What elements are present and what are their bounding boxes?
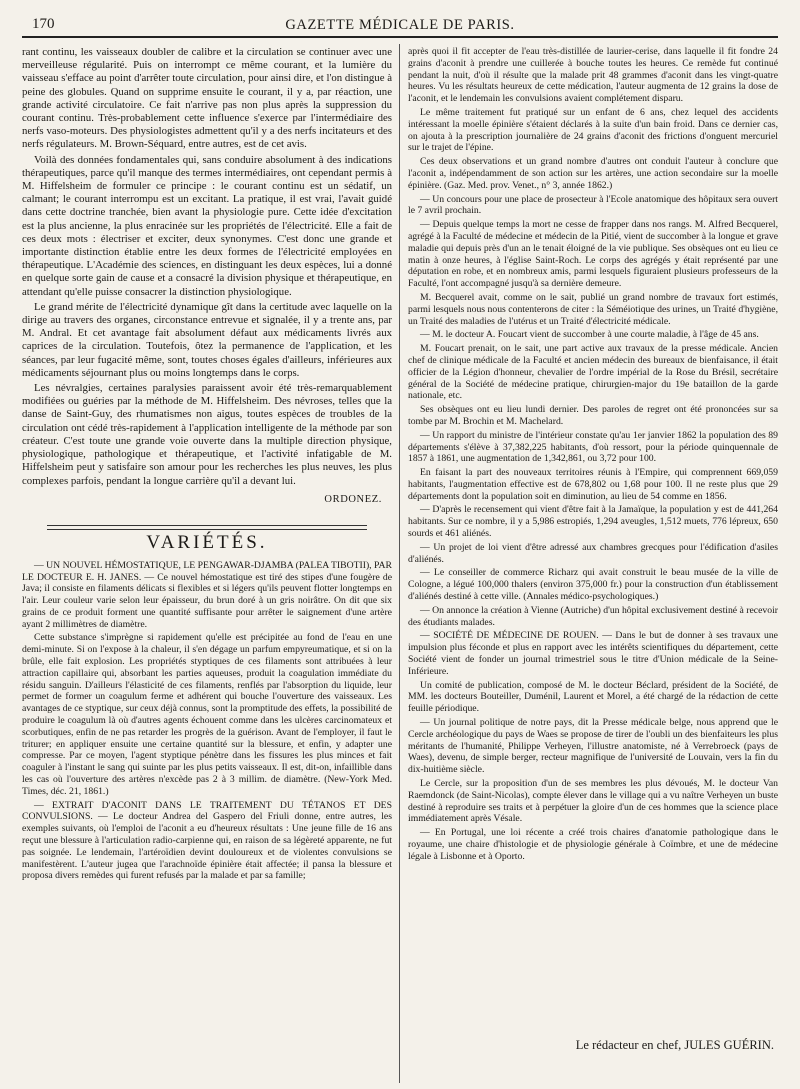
news-item: — Un rapport du ministre de l'intérieur constate qu'au 1er janvier 1862 la population des 89 départements s'élève à 37,382,225 habitants, d'où ressort, pour la période quinquennale de 1857 à 1861, une augmentation de 1,342,861, ou 3,72 pour 100. xyxy=(408,429,778,465)
news-item: Ces deux observations et un grand nombre d'autres ont conduit l'auteur à conclure que l'aconit a, indépendamment de son action sur les artères, une action secondaire sur la moelle épinière. (Gaz. Med. prov. Venet., n° 3, année 1862.) xyxy=(408,156,778,191)
news-item: Cette substance s'imprègne si rapidement qu'elle est précipitée au fond de l'eau en une demi-minute. Si on l'expose à la chaleur, il s'en dégage un parfum empyreumatique, et si on la brûle, elle fait explosion. Les propriétés styptiques de ces filaments sont attribuées à leur attraction capillaire qui, absorbant les parties aqueuses, produit la coagulation immédiate du résidu sanguin. D'ailleurs l'élasticité de ces filaments, renflés par l'absorption du liquide, leur permet de former un coagulum ferme et adhérent qui bouche l'ouverture des vaisseaux. Les avantages de ce styptique, sur ceux déjà connus, sont la promptitude des effets, la possibilité de produire le coagulum là où d'autres agents échouent comme dans les ulcères carcinomateux et scorbutiques, enfin de ne pas retarder les progrès de la guérison. Avant de l'employer, il faut le triturer; en appliquer ensuite une certaine quantité sur la blessure, et enfin, y adapter une compresse. Par ce moyen, l'agent styptique pénètre dans les fissures les plus minces et fait coaguler à l'instant le sang qui suinte par les plus petits vaisseaux. Il est, dit-on, infaillible dans les cas où l'ouverture des artères n'excède pas 2 à 3 millim. de diamètre. (New-York Med. Times, déc. 21, 1861.) xyxy=(22,632,392,797)
news-item: M. Foucart prenait, on le sait, une part active aux travaux de la presse médicale. Ancien chef de clinique médicale de la Faculté et ancien médecin des bureaux de bienfaisance, il était officier de la Légion d'honneur, chevalier de l'ordre impérial de la Rose du Brésil, secrétaire général de la Société de médecine pratique, chirurgien-major du 19e bataillon de la garde nationale, etc. xyxy=(408,343,778,402)
news-item: après quoi il fit accepter de l'eau très-distillée de laurier-cerise, dans laquelle il fit fondre 24 grains d'aconit à prendre une cuillerée à bouche toutes les heures. Ce remède fut continué pendant la nuit, d'où il résulte que la malade prit 48 grammes d'aconit dans les vingt-quatre heures. Vu les résultats heureux de cette médication, l'auteur augmenta de 12 grains la dose de l'aconit, et le lendemain les convulsions avaient complétement disparu. xyxy=(408,46,778,105)
news-item: — Depuis quelque temps la mort ne cesse de frapper dans nos rangs. M. Alfred Becquerel, agrégé à la Faculté de médecine et médecin de la Pitié, vient de succomber à la longue et grave maladie qui depuis près d'un an le tenait éloigné de la vie publique. Ses obsèques ont eu lieu ce matin à onze heures, à l'église Saint-Roch. Le corps des agrégés y était représenté par une députation en robe, et en nombreux amis, parmi lesquels figuraient plusieurs professeurs de la Faculté, l'ont accompagné jusqu'à sa dernière demeure. xyxy=(408,219,778,290)
news-item: Le même traitement fut pratiqué sur un enfant de 6 ans, chez lequel des accidents intéressant la moelle épinière s'étaient déclarés à la suite d'un bain froid. Dans ce dernier cas, on ajouta à la prescription journalière de 24 grains d'aconit des frictions d'onguent mercuriel sur le trajet de l'épine. xyxy=(408,106,778,154)
news-item: Le Cercle, sur la proposition d'un de ses membres les plus dévoués, M. le docteur Van Raemdonck (de Saint-Nicolas), compte élever dans le village qui a vu naître Verheyen un buste destiné à reproduire ses traits et à perpétuer la gloire d'un de ces hommes que la science place immédiatement après Vésale. xyxy=(408,778,778,825)
article-paragraph: Les névralgies, certaines paralysies paraissent avoir été très-remarquablement modifiées ou guéries par la méthode de M. Hiffelsheim. Des névroses, telles que la danse de Saint-Guy, des rhumatismes non aigus, toutes espèces de troubles de la circulation ont cédé très-rapidement à l'application intelligente de la méthode par son créateur. C'est toute une grande voie ouverte dans la multiple direction physique, physiologique, pathologique et thérapeutique, et l'activité infatigable de M. Hiffelsheim peut y satisfaire son amour pour les recherches les plus neuves, les plus complexes parfois, pendant la longue carrière qu'il a devant lui. xyxy=(22,382,392,487)
news-item: M. Becquerel avait, comme on le sait, publié un grand nombre de travaux fort estimés, parmi lesquels nous nous contenterons de citer : la Séméiotique des urines, un Traité d'hygiène, un Traité des maladies de l'utérus et un Traité d'électricité médicale. xyxy=(408,291,778,327)
editor-prefix: Le rédacteur en chef, xyxy=(575,1038,682,1052)
news-item: — Un projet de loi vient d'être adressé aux chambres grecques pour l'édification d'asiles d'aliénés. xyxy=(408,541,778,565)
author-signature: ORDONEZ. xyxy=(324,493,382,505)
news-item: Un comité de publication, composé de M. le docteur Béclard, président de la Société, de MM. les docteurs Bouteiller, Duménil, Laurent et Morel, a été chargé de la rédaction de cette feuille périodique. xyxy=(408,679,778,715)
news-item: — Le conseiller de commerce Richarz qui avait construit le beau musée de la ville de Cologne, a légué 100,000 thalers (environ 375,000 fr.) pour la construction d'un établissement d'aliénés destiné à cette ville. (Annales médico-psychologiques.) xyxy=(408,567,778,603)
news-item: — En Portugal, une loi récente a créé trois chaires d'anatomie pathologique dans le royaume, une chaire d'histologie et de physiologie générale à Coïmbre, et une de médecine légale à Lisbonne et à Oporto. xyxy=(408,827,778,862)
right-column xyxy=(408,46,778,1083)
news-item: — On annonce la création à Vienne (Autriche) d'un hôpital exclusivement destiné à recevoir des étudiants malades. xyxy=(408,604,778,628)
section-title: VARIÉTÉS. xyxy=(146,531,268,553)
page-header xyxy=(22,8,778,38)
editor-name: JULES GUÉRIN. xyxy=(684,1038,774,1052)
article-paragraph: rant continu, les vaisseaux doubler de calibre et la circulation se continuer avec une merveilleuse régularité. Puis on interrompt ce même courant, et la lumière du vaisseau s'efface au point d'arrêter toute circulation, pour ainsi dire, et l'on distingue à peine des globules. Quand on supprime ensuite le courant, il y a, par réaction, une grande activité circulatoire. Ce fait n'arrive pas non plus après la suppression du courant continu. Très-probablement cette influence s'exerce par l'intermédiaire des nerfs vaso-moteurs. Des physiologistes admettent qu'il y a des nerfs incitateurs et des nerfs régulateurs. M. Brown-Séquard, entre autres, est de cet avis. xyxy=(22,46,392,151)
news-item: — EXTRAIT D'ACONIT DANS LE TRAITEMENT DU TÉTANOS ET DES CONVULSIONS. — Le docteur Andrea del Gaspero del Friuli donne, entre autres, les exemples suivants, où l'emploi de l'aconit a eu d'heureux résultats : Une jeune fille de 16 ans reçut une blessure à l'articulation radio-carpienne qui, en raison de sa légèreté apparente, ne fut pas soignée. Le lendemain, l'artéroïdien devint douloureux et de violentes convulsions se manifestèrent. L'auteur jugea que l'arachnoïde épinière était affectée; il pansa la blessure et proposa divers remèdes qui furent refusés par la malade et par sa famille; xyxy=(22,799,392,882)
columns xyxy=(22,46,778,1083)
article-paragraph: Voilà des données fondamentales qui, sans conduire absolument à des indications thérapeutiques, parce qu'il manque des termes intermédiaires, ont cependant permis à M. Hiffelsheim de formuler ce principe : le courant continu est un sédatif, un calmant; le courant interrompu est un excitant. La pratique, il est vrai, l'avait guidé dans cette doctrine tranchée, bien avant la physiologie pure. Cette idée d'excitation est la plus ancienne, la plus enracinée sur les propriétés de l'électricité. Elle a fait de ces deux mots : électriser et exciter, deux synonymes. C'est donc une grande et importante distinction établie entre les deux formes de l'électricité employées en thérapeutique. L'Académie des sciences, en distinguant les deux espèces, lui a donné en quelque sorte gain de cause et a consacré la division physique et thérapeutique, en attendant qu'elle puisse consacrer la distinction physiologique. xyxy=(22,153,392,298)
left-column xyxy=(22,46,392,1083)
news-item: Ses obsèques ont eu lieu lundi dernier. Des paroles de regret ont été prononcées sur sa tombe par M. Brochin et M. Machelard. xyxy=(408,404,778,427)
news-item: En faisant la part des nouveaux territoires réunis à l'Empire, qui comprennent 669,059 habitants, l'augmentation effective est de 678,802 ou 1,68 pour 100. Il ne reste plus que 29 départements dont la population soit en diminution, au lieu de 54 comme en 1856. xyxy=(408,467,778,502)
editor-signature xyxy=(576,1038,774,1053)
article-paragraph: Le grand mérite de l'électricité dynamique gît dans la certitude avec laquelle on la dirige au travers des organes, circonstance entrevue et signalée, il y a trente ans, par M. Andral. Et cet avantage fait absolument défaut aux médicaments livrés aux caprices de la circulation. Toutefois, ôtez la permanence de l'application, et les séances, par leur fugacité même, sont, toutes choses égales d'ailleurs, inférieures aux médicaments séjournant plus ou moins longtemps dans le corps. xyxy=(22,300,392,379)
section-rule xyxy=(47,525,367,530)
news-item: — Un concours pour une place de prosecteur à l'Ecole anatomique des hôpitaux sera ouvert le 7 avril prochain. xyxy=(408,193,778,217)
news-item: — Un journal politique de notre pays, dit la Presse médicale belge, nous apprend que le Cercle archéologique du pays de Waes se propose de tirer de l'oubli un des bienfaiteurs les plus méritants de l'humanité, Philippe Verheyen, l'illustre anatomiste, né à Verrebroeck (pays de Waes), devenu, de simple berger, recteur magnifique de l'université de Louvain, vers la fin du dix-huitième siècle. xyxy=(408,717,778,776)
news-item: — D'après le recensement qui vient d'être fait à la Jamaïque, la population y est de 441,264 habitants. Sur ce nombre, il y a 5,986 estropiés, 1,294 aveugles, 1,512 muets, 776 lépreux, 650 sourds et 461 aliénés. xyxy=(408,504,778,540)
news-item: — UN NOUVEL HÉMOSTATIQUE, LE PENGAWAR-DJAMBA (PALEA TIBOTII), PAR LE DOCTEUR E. H. JANES. — Ce nouvel hémostatique est tiré des stipes d'une fougère de Java; il consiste en filaments délicats si flexibles et si légers qu'ils peuvent flotter longtemps en l'air. Leur couleur varie selon leur épaisseur, du brun doré à un gris noirâtre. On dit que six grains de ce produit forment une quantité suffisante pour arrêter le saignement d'une artère ayant 2 millimètres de diamètre. xyxy=(22,559,392,630)
journal-title: GAZETTE MÉDICALE DE PARIS. xyxy=(285,17,515,33)
news-item: — SOCIÉTÉ DE MÉDECINE DE ROUEN. — Dans le but de donner à ses travaux une impulsion plus féconde et plus en rapport avec les intérêts scientifiques du département, cette Société vient de fonder un journal trimestriel sous le titre d'Union médicale de la Seine-Inférieure. xyxy=(408,630,778,677)
newspaper-page xyxy=(22,8,778,1083)
news-item: — M. le docteur A. Foucart vient de succomber à une courte maladie, à l'âge de 45 ans. xyxy=(420,329,759,341)
page-number: 170 xyxy=(32,16,55,32)
